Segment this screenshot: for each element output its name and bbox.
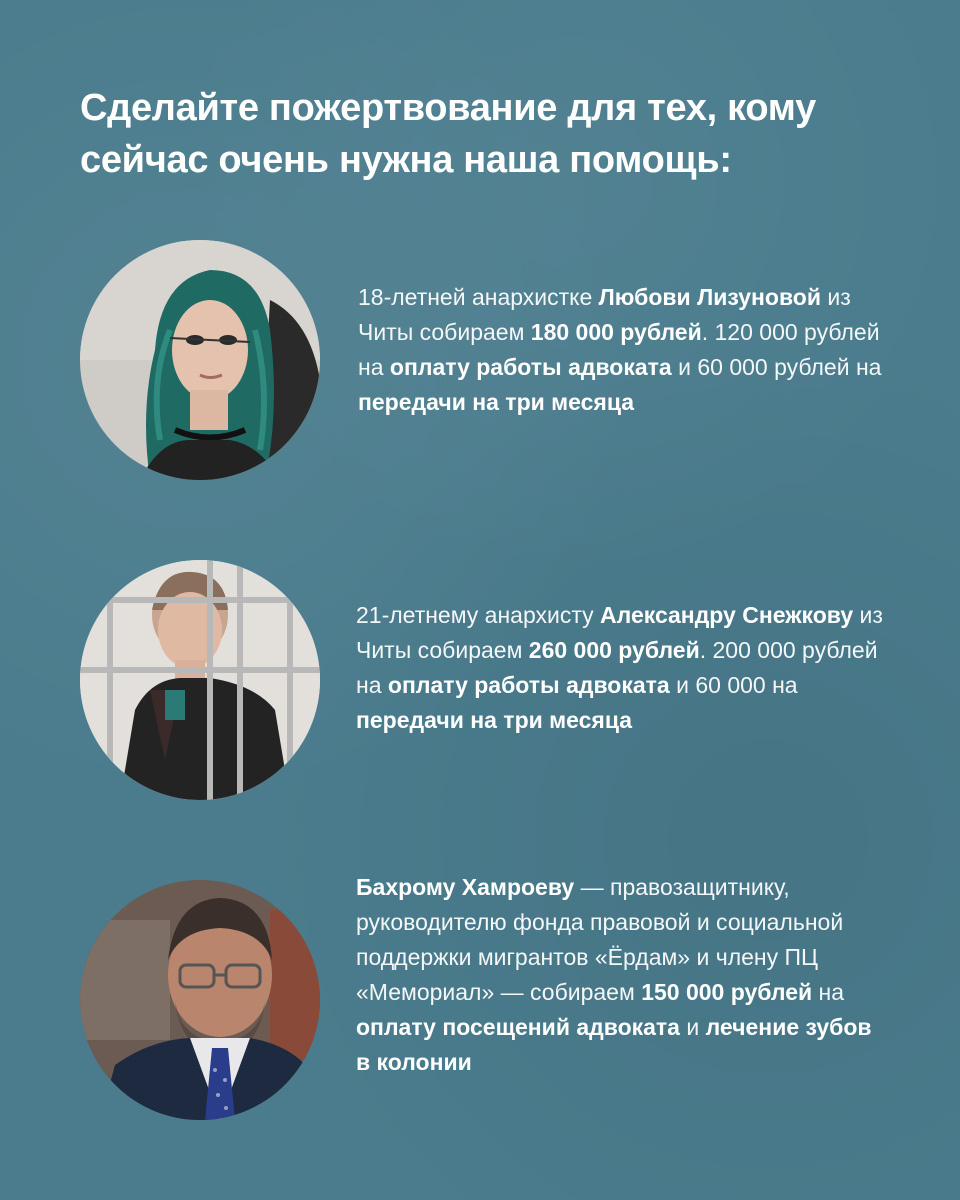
donation-item <box>80 240 900 480</box>
donation-amount: 180 000 рублей <box>530 319 702 345</box>
text-plain: и <box>679 1014 706 1040</box>
purpose-text: оплату посещений адвоката <box>356 1014 680 1040</box>
text-plain: из Читы собираем <box>358 284 851 345</box>
portrait-man-bars-icon <box>80 560 320 800</box>
donation-amount: 260 000 рублей <box>528 637 700 663</box>
purpose-text: лечение зубов в колонии <box>356 1014 872 1075</box>
text-plain: — правозащитнику, руководителю фонда правовой и социальной поддержки мигрантов «Ёрдам» и члену ПЦ «Мемориал» — собираем <box>356 874 844 1005</box>
portrait-photo <box>80 880 320 1120</box>
person-name: Бахрому Хамроеву <box>356 874 575 900</box>
portrait-photo <box>80 240 320 480</box>
portrait-photo <box>80 560 320 800</box>
purpose-text: оплату работы адвоката <box>387 672 670 698</box>
page-title: Сделайте пожертвование для тех, кому сейчас очень нужна наша помощь: <box>80 87 816 181</box>
purpose-text: передачи на три месяца <box>358 389 635 415</box>
person-name: Александру Снежкову <box>600 602 854 628</box>
donation-item <box>80 560 900 800</box>
donation-description <box>358 280 888 420</box>
portrait-woman-icon <box>80 240 320 480</box>
text-plain: на <box>812 979 845 1005</box>
text-plain: . 120 000 рублей на <box>358 319 880 380</box>
purpose-text: передачи на три месяца <box>356 707 633 733</box>
donation-description <box>356 870 876 1080</box>
person-name: Любови Лизуновой <box>598 284 821 310</box>
donation-description <box>356 598 886 738</box>
donation-item <box>80 874 900 1120</box>
text-plain: и 60 000 на <box>669 672 798 698</box>
portrait-man-glasses-icon <box>80 880 320 1120</box>
text-plain: 21-летнему анархисту <box>356 602 601 628</box>
purpose-text: оплату работы адвоката <box>389 354 672 380</box>
text-plain: из Читы собираем <box>356 602 883 663</box>
text-plain: и 60 000 рублей на <box>671 354 882 380</box>
text-plain: 18-летней анархистке <box>358 284 599 310</box>
donation-amount: 150 000 рублей <box>641 979 813 1005</box>
text-plain: . 200 000 рублей на <box>356 637 878 698</box>
